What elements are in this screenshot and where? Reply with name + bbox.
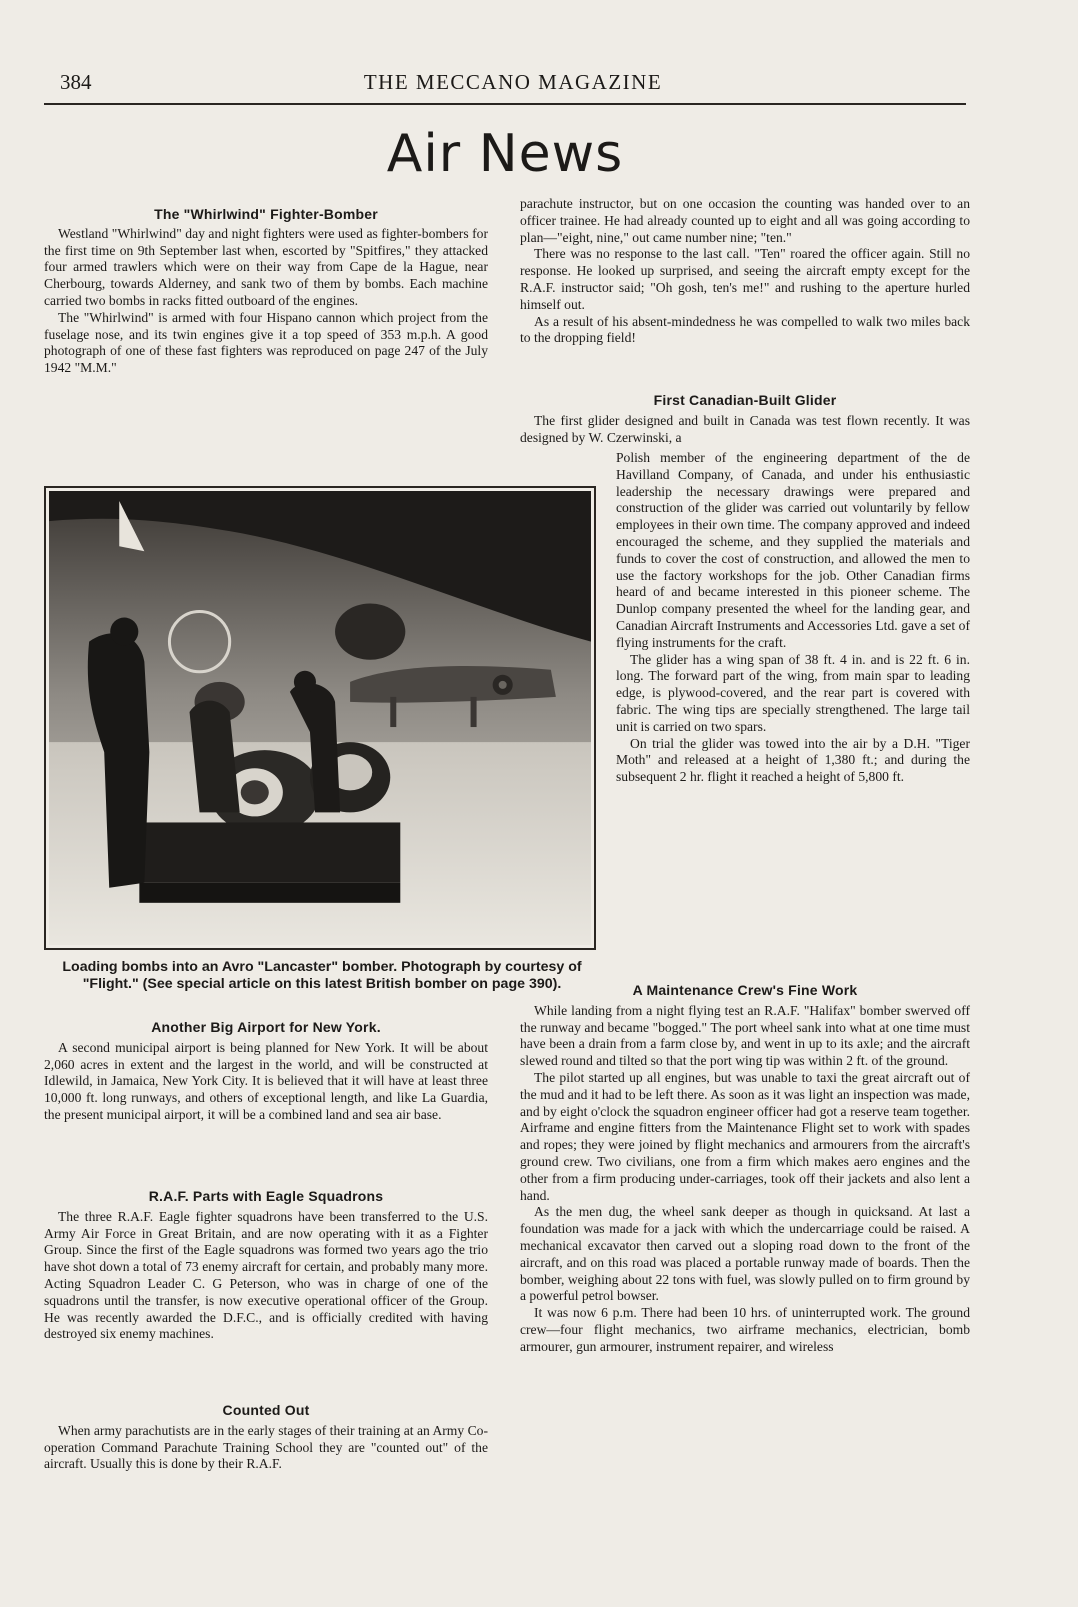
- article-paragraph: As a result of his absent-mindedness he was compelled to walk two miles back to the dropping field!: [520, 313, 970, 346]
- article-paragraph: The three R.A.F. Eagle fighter squadrons have been transferred to the U.S. Army Air Force in Great Britain, and are now operating with it as a Fighter Group. Since the first of the Eagle squadrons was formed two years ago the trio have shot down a total of 73 enemy aircraft for certain, and probably many more. Acting Squadron Leader C. G Peterson, who was in charge of one of the squadrons until the transfer, is now executive operational officer of the Group. He was recently awarded the D.F.C., and is officially credited with having destroyed six enemy machines.: [44, 1208, 488, 1342]
- article-paragraph: As the men dug, the wheel sank deeper as though in quicksand. At last a foundation was made for a jack with which the undercarriage could be raised. A mechanical excavator then carved out a sloping road down to the front of the aircraft, and on this road was placed a portable runway made of boards. Then the bomber, weighing about 22 tons with fuel, was slowly pulled on to firm ground by a powerful petrol bowser.: [520, 1204, 970, 1304]
- article-airport: [44, 1019, 488, 1124]
- article-eagle-squadrons: [44, 1188, 488, 1343]
- article-paragraph: It was now 6 p.m. There had been 10 hrs. of uninterrupted work. The ground crew—four flight mechanics, two airframe mechanics, electrician, bomb armourer, gun armourer, instrument repairer, and wireless: [520, 1305, 970, 1354]
- article-heading: R.A.F. Parts with Eagle Squadrons: [148, 1188, 384, 1204]
- article-paragraph: When army parachutists are in the early stages of their training at an Army Co-operation Command Parachute Training School they are "counted out" of the aircraft. Usually this is done by their R.A.F.: [44, 1422, 488, 1472]
- article-paragraph: Polish member of the engineering department of the de Havilland Company, of Canada, and under his enthusiastic leadership the necessary drawings were prepared and construction of the glider was carried out voluntarily by fellow employees in their own time. The company approved and indeed encouraged the scheme, and they supplied the materials and funds to cover the cost of construction, and allowed the men to use the factory workshops for the job. Other Canadian firms heard of and became interested in this pioneer scheme. The Dunlop company presented the wheel for the landing gear, and Canadian Aircraft Instruments and Accessories Ltd. gave a set of flying instruments for the craft.: [616, 450, 970, 650]
- article-heading: Another Big Airport for New York.: [151, 1019, 381, 1035]
- article-canadian-glider-wrapped: [616, 450, 970, 786]
- article-paragraph: There was no response to the last call. "Ten" roared the officer again. Still no response. He looked up surprised, and seeing the aircraft empty except for the R.A.F. instructor said; "Oh gosh, ten's me!" and rushing to the aperture hurled himself out.: [520, 246, 970, 312]
- photo-illustration: [49, 491, 591, 945]
- article-paragraph: Westland "Whirlwind" day and night fighters were used as fighter-bombers for the first time on 9th September last when, escorted by "Spitfires," they attacked four armed trawlers which were on their way from Cape de la Hague, near Cherbourg, towards Alderney, and sank two of them by bombs. Each machine carried two bombs in racks fitted outboard of the engines.: [44, 225, 488, 308]
- article-paragraph: While landing from a night flying test an R.A.F. "Halifax" bomber swerved off the runway and became "bogged." The port wheel sank into what at one time must have been a drain from a farm close by, and went in up to its axle; and the aircraft slewed round and tilted so that the port wing tip was within 2 ft. of the ground.: [520, 1002, 970, 1069]
- article-counted-out: [44, 1402, 488, 1473]
- article-heading: First Canadian-Built Glider: [653, 392, 837, 408]
- article-heading: Counted Out: [222, 1402, 310, 1418]
- article-heading: The "Whirlwind" Fighter-Bomber: [154, 206, 378, 222]
- article-paragraph: The glider has a wing span of 38 ft. 4 in. and is 22 ft. 6 in. long. The forward part of the wing, from main spar to leading edge, is plywood-covered, and the rear part is covered with fabric. The wing tips are specially strengthened. The large tail unit is carried on two spars.: [616, 651, 970, 734]
- article-maintenance-crew: [520, 982, 970, 1356]
- running-head: [60, 70, 966, 98]
- article-paragraph: The "Whirlwind" is armed with four Hispano cannon which project from the fuselage nose, and its twin engines give it a top speed of 353 m.p.h. A good photograph of one of these fast fighters was reproduced on page 247 of the July 1942 "M.M.": [44, 309, 488, 376]
- header-rule: [44, 103, 966, 105]
- article-whirlwind: [44, 206, 488, 377]
- magazine-title: THE MECCANO MAGAZINE: [363, 70, 663, 94]
- lancaster-bomb-loading-photo: [44, 486, 596, 950]
- article-paragraph: On trial the glider was towed into the air by a D.H. "Tiger Moth" and released at a height of 1,380 ft.; and during the subsequent 2 hr. flight it reached a height of 5,800 ft.: [616, 735, 970, 785]
- article-counted-out-continued: [520, 196, 970, 347]
- article-paragraph: The pilot started up all engines, but was unable to taxi the great aircraft out of the mud and it had to be left there. As soon as it was light an inspection was made, and by eight o'clock the squadron engineer officer had got a reserve team together. Airframe and engine fitters from the Maintenance Flight set to work with spades and ropes; they were joined by flight mechanics and armourers from the aircraft's ground crew. Two civilians, one from a firm which makes aero engines and the other from a firm producing under-carriages, took off their jackets and also lent a hand.: [520, 1069, 970, 1203]
- photo-caption: Loading bombs into an Avro "Lancaster" bomber. Photograph by courtesy of "Flight." (See special article on this latest British bomber on page 390).: [62, 959, 582, 992]
- page-title: Air News: [386, 124, 624, 184]
- article-paragraph: A second municipal airport is being planned for New York. It will be about 2,060 acres in extent and the largest in the world, and will be constructed at Idlewild, in Jamaica, New York City. It is believed that it will have at least three 10,000 ft. long runways, and others of exceptional length, and like La Guardia, the present municipal airport, it will be a combined land and sea air base.: [44, 1039, 488, 1122]
- article-canadian-glider: [520, 392, 970, 446]
- article-paragraph: The first glider designed and built in Canada was test flown recently. It was designed by W. Czerwinski, a: [520, 412, 970, 445]
- article-paragraph: parachute instructor, but on one occasion the counting was handed over to an officer trainee. He had already counted up to eight and all was going according to plan—"eight, nine," out came number nine; "ten.": [520, 196, 970, 245]
- page-number: 384: [60, 70, 92, 94]
- article-heading: A Maintenance Crew's Fine Work: [632, 982, 858, 998]
